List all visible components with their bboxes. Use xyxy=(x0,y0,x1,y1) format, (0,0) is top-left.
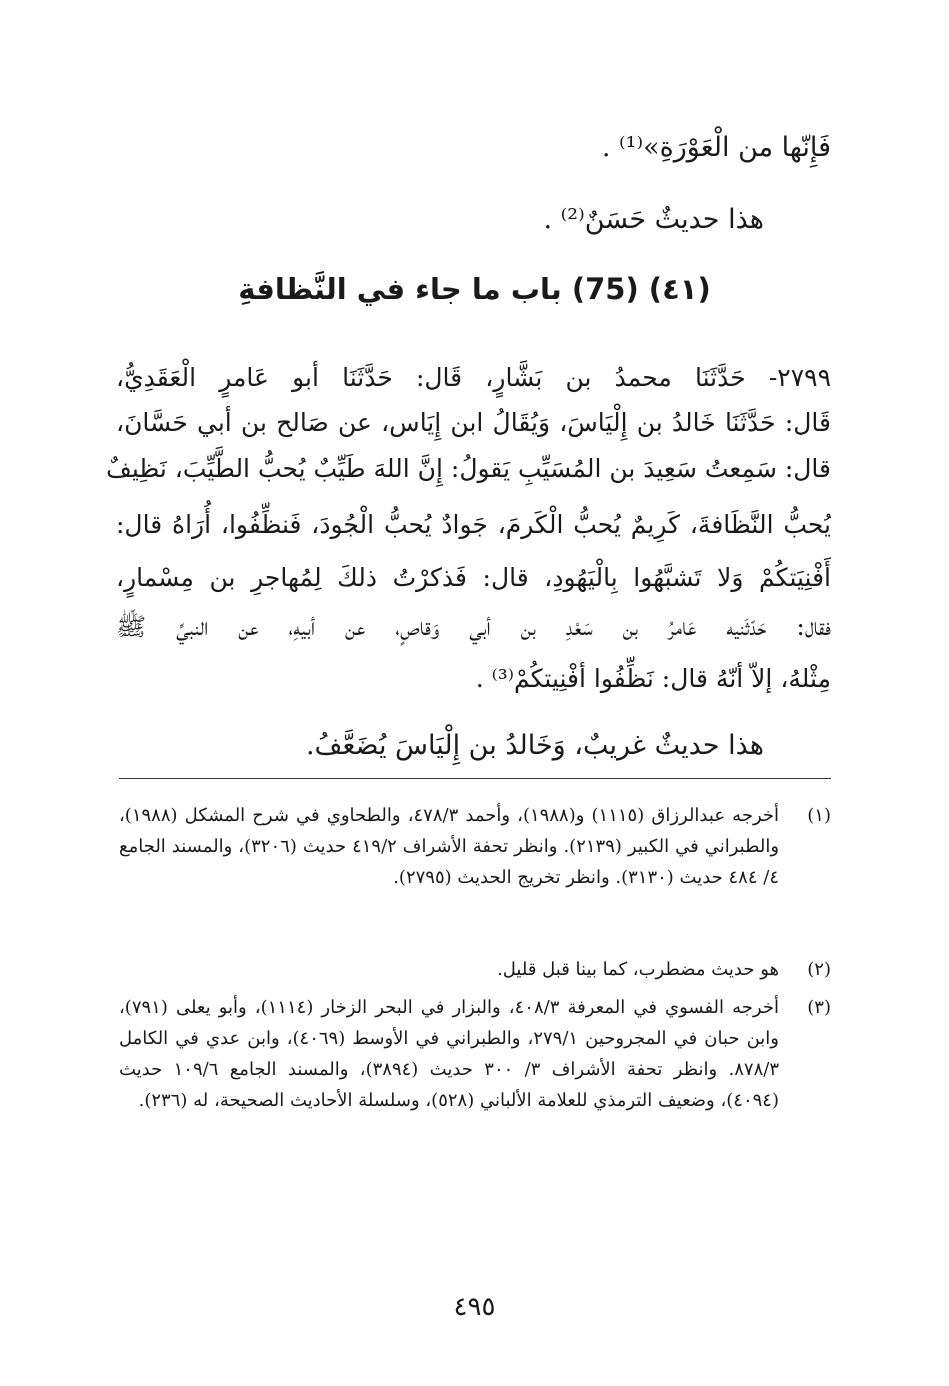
footnote-text: أخرجه عبدالرزاق (١١١٥) و(١٩٨٨)، وأحمد ٤٧٨/٣، والطحاوي في شرح المشكل (١٩٨٨)، والطبراني في الكبير (٢١٣٩). وانظر تحفة الأشراف ٤١٩/٢ حديث (٣٢٠٦)، والمسند الجامع ٤/ ٤٨٤ حديث (٣١٣٠). وانظر تخريج الحديث (٢٧٩٥). xyxy=(119,805,780,888)
text-line-1: فَإِنّها من الْعَوْرَةِ»⁽¹⁾ . xyxy=(601,132,831,163)
text-line-2: هذا حديثٌ حَسَنٌ⁽²⁾ . xyxy=(543,204,764,235)
footnote-1 xyxy=(119,800,831,893)
chapter-heading: (٤١) (75) باب ما جاء في النَّظافةِ xyxy=(238,272,711,306)
hadith-line-2: قَال: حَدَّثَنَا خَالدُ بن إِلْيَاسَ، وَيُقَالُ ابن إِيَاس، عن صَالح بن أبي حَسَّانَ، xyxy=(116,408,831,437)
hadith-line-3: قال: سَمِعتُ سَعِيدَ بن المُسَيِّبِ يَقولُ: إِنَّ اللهَ طَيِّبٌ يُحبُّ الطَّيِّبَ، نَظِيفٌ xyxy=(105,454,831,483)
footnote-number: (٣) xyxy=(807,997,831,1018)
closing-line: هذا حديثٌ غريبٌ، وَخَالدُ بن إِلْيَاسَ يُضَعَّفُ. xyxy=(305,730,764,761)
footnote-text: هو حديث مضطرب، كما بينا قبل قليل. xyxy=(497,959,779,980)
hadith-line-7: مِثْلهُ، إلاّ أنّهُ قال: نَظِّفُوا أفْنِيتكُمْ⁽³⁾ . xyxy=(475,664,831,693)
footnote-number: (٢) xyxy=(807,959,831,980)
hadith-line-5: أَفْنِيَتكُمْ وَلا تَشبَّهُوا بِالْيَهُودِ، قال: فَذكرْتُ ذلكَ لِمُهاجرِ بن مِسْمارٍ، xyxy=(116,563,831,592)
page-number: ٤٩٥ xyxy=(453,1292,496,1322)
hadith-line-4: يُحبُّ النَّظَافةَ، كَرِيمٌ يُحبُّ الْكَرمَ، جَوادٌ يُحبُّ الْجُودَ، فَنظِّفُوا، أُرَاهُ قال: xyxy=(116,510,831,539)
footnote-divider xyxy=(119,778,831,779)
footnote-text: أخرجه الفسوي في المعرفة ٤٠٨/٣، والبزار في البحر الزخار (١١١٤)، وأبو يعلى (٧٩١)، وابن حبان في المجروحين ٢٧٩/١، والطبراني في الأوسط (٤٠٦٩)، وابن عدي في الكامل ٨٧٨/٣. وانظر تحفة الأشراف ٣/ ٣٠٠ حديث (٣٨٩٤)، والمسند الجامع ١٠٩/٦ حديث (٤٠٩٤)، وضعيف الترمذي للعلامة الألباني (٥٢٨)، وسلسلة الأحاديث الصحيحة، له (٢٣٦). xyxy=(119,997,779,1111)
footnote-number: (١) xyxy=(807,805,831,826)
hadith-line-6: فقال: حَدّثَنيه عَامرُ بن سَعْدِ بن أبي وَقاصٍ، عن أبيهِ، عن النبيِّ ﷺ xyxy=(116,612,831,641)
footnote-3 xyxy=(119,992,831,1116)
footnote-2 xyxy=(119,954,831,985)
hadith-line-1: ٢٧٩٩- حَدَّثَنَا محمدُ بن بَشَّارٍ، قَال: حَدَّثَنَا أبو عَامرٍ الْعَقَدِيُّ، xyxy=(116,363,831,392)
